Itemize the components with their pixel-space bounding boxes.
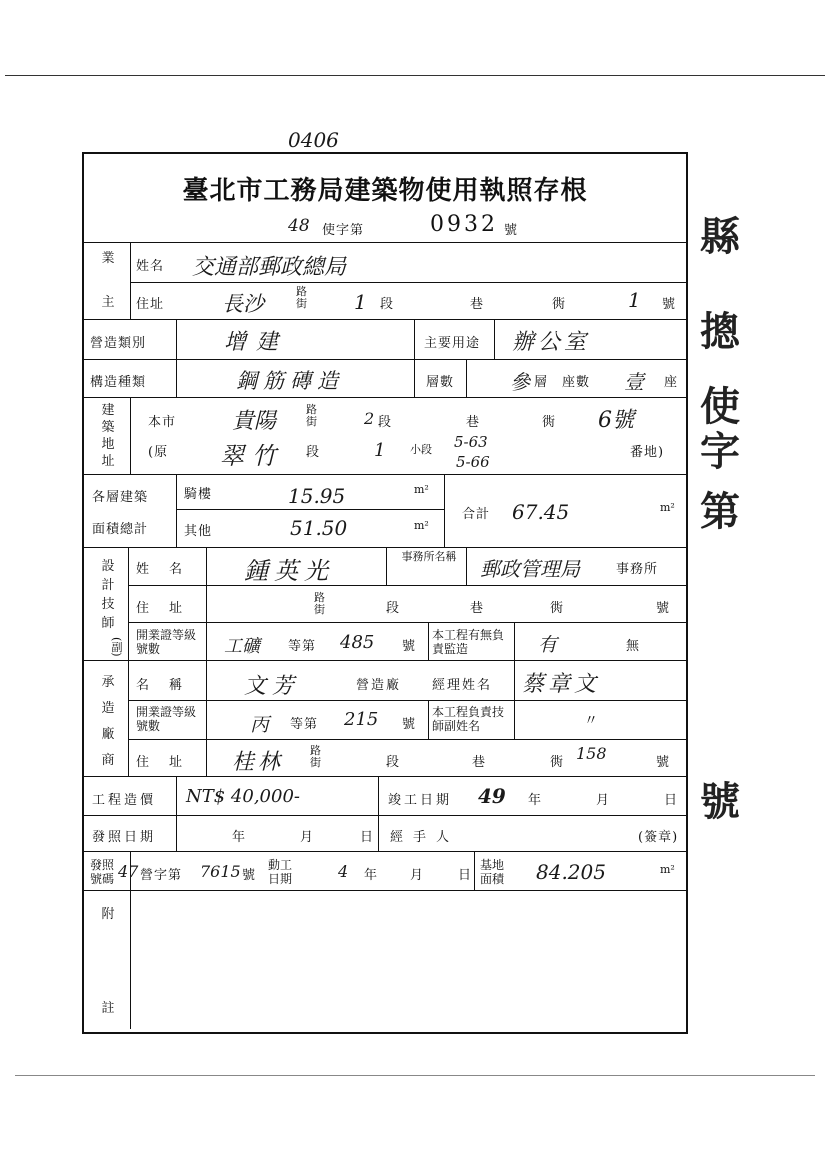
cost-value: NT$ 40,000- [186,786,300,807]
site-road-label: 路街 [306,403,317,428]
designer-license-num: 485 [340,632,375,653]
grid-line [84,890,686,891]
grid-line [84,660,686,661]
floors-label: 層數 [426,375,455,390]
buildings-unit: 座 [664,375,679,390]
remarks-label-bottom: 註 [101,1001,115,1016]
buildings-value: 壹 [624,370,644,394]
designer-license-label: 開業證等級號數 [136,628,197,656]
grid-line [378,776,379,815]
designer-section-label: 段 [386,601,401,616]
grid-line [514,622,515,660]
grid-line [84,242,686,243]
side-char: 字 [700,428,740,475]
arcade-unit: m² [414,483,429,496]
build-permit-suffix: 號 [242,868,257,883]
contractor-license-num: 215 [344,709,379,730]
start-month-label: 月 [410,868,425,883]
permit-year: 48 [288,216,310,236]
designer-supervise-none: 無 [626,639,641,654]
grid-line [130,397,131,474]
owner-name-label: 姓名 [136,259,165,274]
total-value: 67.45 [512,500,570,524]
complete-year: 49 [478,784,506,808]
grid-line [128,739,686,740]
grid-line [428,700,429,739]
floors-value: 參 [510,370,530,394]
grid-line [466,359,467,397]
complete-year-label: 年 [528,793,543,808]
area-label-2: 面積總計 [92,522,149,537]
owner-number-label: 號 [662,297,677,312]
start-year-label: 年 [364,868,379,883]
site-area-unit: m² [660,863,675,876]
designer-lane-label: 巷 [470,601,485,616]
owner-alley-label: 衖 [552,297,567,312]
designer-addr-label: 住址 [136,601,203,616]
designer-office-value: 郵政管理局 [480,557,580,581]
contractor-license-grade: 丙 [250,714,270,736]
designer-supervise-label: 本工程有無負責監造 [432,628,505,656]
construction-type-label: 營造類別 [90,336,147,351]
site-orig-section-label: 段 [306,445,321,460]
complete-month-label: 月 [596,793,611,808]
start-day-label: 日 [458,868,473,883]
designer-license-mid: 等第 [288,639,317,654]
owner-number-value: 1 [628,288,641,312]
site-alley-label: 衖 [542,415,557,430]
grid-line [176,474,177,547]
grid-line [176,776,177,815]
side-char: 號 [700,778,740,825]
other-label: 其他 [184,524,213,539]
site-label-1: 建 [101,403,115,418]
site-label-3: 地 [101,437,115,452]
grid-line [84,359,686,360]
structure-value: 鋼筋磚造 [236,369,344,393]
grid-line [128,585,686,586]
contractor-addr-label: 住址 [136,755,203,770]
issue-month-label: 月 [300,830,315,845]
construction-type-value: 增建 [224,330,289,355]
grid-line [474,851,475,890]
site-section-value: 2 [364,409,375,428]
grid-line [84,815,686,816]
designer-office-label: 事務所名稱 [401,550,457,563]
top-rule [5,75,825,76]
contractor-alley-label: 衖 [550,755,565,770]
start-date-label: 動工日期 [268,858,293,886]
contractor-road-label: 路街 [310,744,321,769]
owner-section-value: 1 [354,290,367,314]
other-unit: m² [414,519,429,532]
site-label-2: 築 [101,420,115,435]
contractor-name-value: 文芳 [244,674,301,699]
main-use-value: 辦公室 [512,330,591,355]
contractor-label-4: 商 [101,753,115,768]
form-title: 臺北市工務局建築物使用執照存根 [182,176,588,206]
grid-line [84,547,686,548]
arcade-value: 15.95 [288,484,346,508]
bottom-rule [15,1075,815,1076]
contractor-engineer-label: 本工程負責技師副姓名 [432,705,505,733]
site-label-4: 址 [101,454,115,469]
owner-section-label: 段 [380,297,395,312]
top-number: 0406 [288,128,339,152]
contractor-label-1: 承 [101,675,115,690]
grid-line [378,815,379,851]
build-permit-number: 7615 [200,862,241,881]
grid-line [176,509,444,510]
grid-line [84,397,686,398]
grid-line [176,319,177,397]
grid-line [130,242,131,319]
contractor-section-label: 段 [386,755,401,770]
designer-license-suffix: 號 [402,639,417,654]
site-section-label: 段 [378,415,393,430]
site-city-label: 本市 [148,415,177,430]
total-unit: m² [660,501,675,514]
designer-alley-label: 衖 [550,601,565,616]
designer-name-value: 鍾英光 [244,557,334,585]
issue-day-label: 日 [360,830,375,845]
buildings-label: 座數 [562,375,591,390]
designer-label-1: 設 [101,559,115,574]
arcade-label: 騎樓 [184,487,213,502]
contractor-manager-value: 蔡章文 [522,672,601,697]
grid-line [428,622,429,660]
grid-line [444,474,445,547]
permit-prefix: 使字第 [322,223,365,238]
remarks-label-top: 附 [101,907,115,922]
issue-label: 發照日期 [92,830,157,845]
grid-line [84,319,686,320]
designer-label-2: 計 [101,578,115,593]
grid-line [176,815,177,851]
contractor-license-label: 開業證等級號數 [136,705,197,733]
contractor-factory-label: 營造廠 [356,678,402,693]
grid-line [84,474,686,475]
start-year: 4 [338,862,349,881]
permit-suffix: 號 [504,223,519,238]
contractor-name-label: 名稱 [136,678,203,693]
grid-line [466,547,467,585]
cost-label: 工程造價 [92,793,157,808]
contractor-addr-value: 桂林 [232,750,285,775]
grid-line [386,547,387,585]
contractor-license-mid: 等第 [290,717,319,732]
designer-name-label: 姓名 [136,562,203,577]
site-lane-label: 巷 [466,415,481,430]
grid-line [514,660,515,700]
contractor-engineer-value: 〃 [584,713,598,729]
build-permit-year: 47 [118,862,139,881]
owner-group-label-2: 主 [101,295,115,310]
grid-line [128,700,686,701]
site-street-value: 貴陽 [232,409,277,434]
site-area-label: 基地面積 [480,858,505,886]
grid-line [206,547,207,776]
site-subsection-value: 1 [374,440,386,461]
site-orig-section-value: 翠竹 [220,442,284,470]
contractor-license-suffix: 號 [402,717,417,732]
grid-line [128,547,129,776]
designer-label-3: 技 [101,597,115,612]
designer-license-grade: 工礦 [224,636,260,657]
contractor-number-label: 號 [656,755,671,770]
grid-line [494,319,495,359]
designer-label-4: 師 [101,616,115,631]
owner-group-label-1: 業 [101,251,115,266]
site-lot-label: 番地) [630,445,665,460]
grid-line [514,700,515,739]
site-subsection-label: 小段 [410,443,432,456]
grid-line [128,622,686,623]
total-label: 合計 [462,507,491,522]
owner-lane-label: 巷 [470,297,485,312]
designer-office-suffix: 事務所 [616,562,659,577]
complete-label: 竣工日期 [388,793,453,808]
form-frame [82,152,688,1034]
grid-line [414,319,415,397]
other-value: 51.50 [290,516,348,540]
side-char: 使 [700,383,740,430]
handler-label: 經手人 [390,830,460,845]
structure-label: 構造種類 [90,375,147,390]
complete-day-label: 日 [664,793,679,808]
site-number-value: 6號 [598,408,634,433]
grid-line [130,282,686,283]
permit-number: 0932 [430,212,498,237]
owner-road-label: 路街 [296,285,307,310]
owner-addr-label: 住址 [136,297,165,312]
grid-line [84,776,686,777]
designer-supervise-mark: 有 [538,634,558,656]
owner-street: 長沙 [222,292,264,316]
main-use-label: 主要用途 [424,336,481,351]
floors-unit: 層 [534,375,549,390]
contractor-label-3: 廠 [101,727,115,742]
build-permit-prefix: 營字第 [140,868,183,883]
site-area-value: 84.205 [536,860,606,884]
owner-name-value: 交通部郵政總局 [192,255,347,280]
designer-label-5: (副) [110,637,123,657]
contractor-alley-value: 158 [576,744,607,763]
side-char: 縣 [700,213,740,260]
site-lot-value-2: 5-66 [456,453,490,471]
site-orig-label: (原 [148,445,169,460]
designer-number-label: 號 [656,601,671,616]
side-char: 第 [700,488,740,535]
side-char: 摠 [700,308,740,355]
grid-line [84,851,686,852]
issue-year-label: 年 [232,830,247,845]
build-permit-label: 發照號碼 [90,858,115,886]
site-lot-value-1: 5-63 [454,433,488,451]
contractor-label-2: 造 [101,701,115,716]
designer-road-label: 路街 [314,591,325,616]
area-label-1: 各層建築 [92,490,149,505]
contractor-lane-label: 巷 [472,755,487,770]
contractor-manager-label: 經理姓名 [432,678,493,693]
seal-label: (簽章) [638,830,679,845]
